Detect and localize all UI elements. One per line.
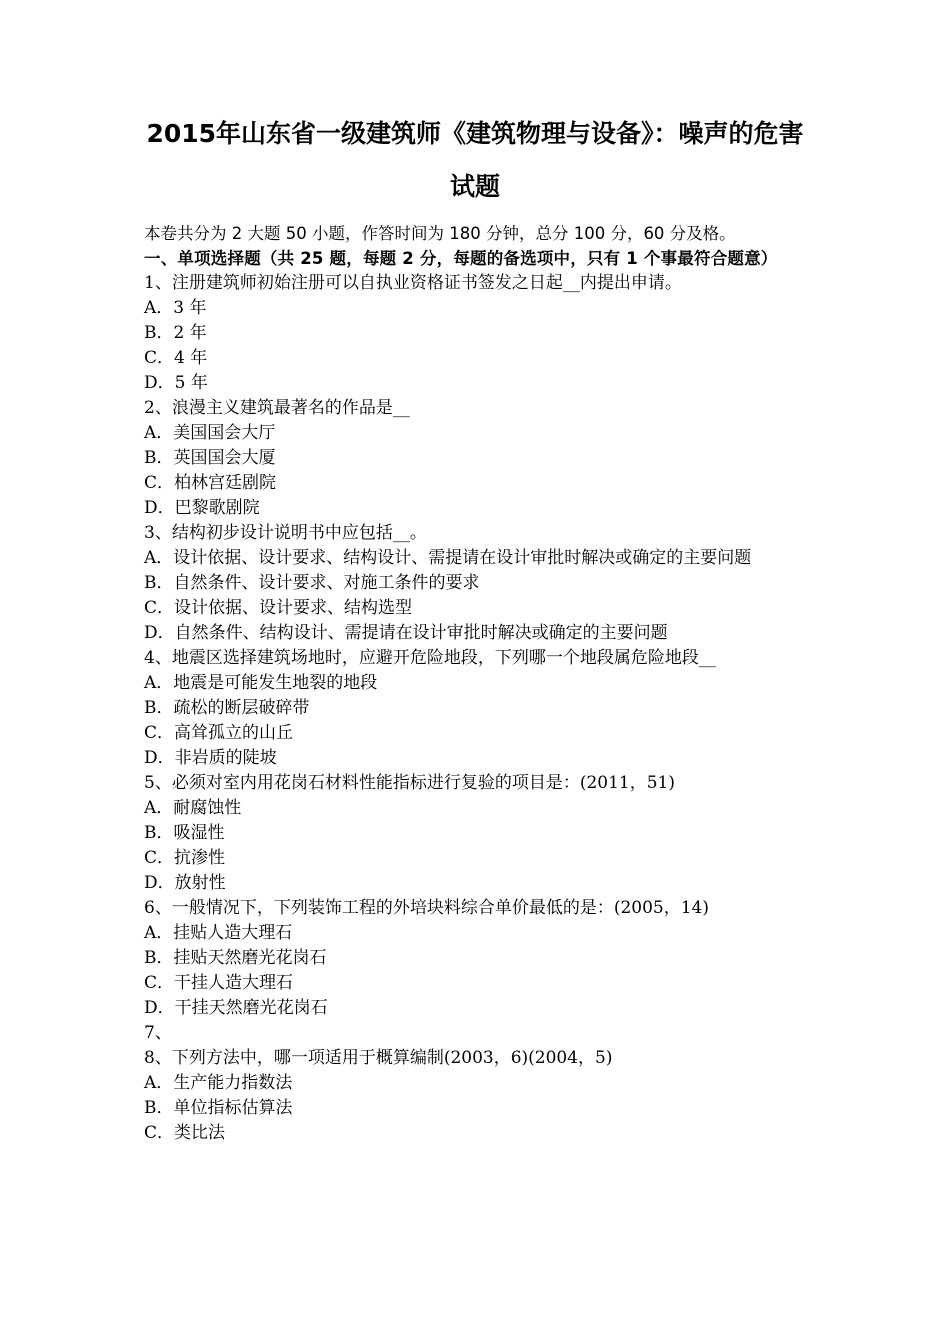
answer-option: A．美国国会大厅 <box>144 423 276 443</box>
question-stem: 5、必须对室内用花岗石材料性能指标进行复验的项目是：(2011，51) <box>144 773 675 793</box>
answer-option: A．3 年 <box>144 298 207 318</box>
answer-option: B．吸湿性 <box>144 823 225 843</box>
exam-intro: 本卷共分为 2 大题 50 小题，作答时间为 180 分钟，总分 100 分，60 分及格。 <box>144 224 736 243</box>
question-stem: 4、地震区选择建筑场地时，应避开危险地段，下列哪一个地段属危险地段__ <box>144 648 716 668</box>
answer-option: B．挂贴天然磨光花岗石 <box>144 948 327 968</box>
question-stem: 2、浪漫主义建筑最著名的作品是__ <box>144 398 410 418</box>
question-stem: 3、结构初步设计说明书中应包括__。 <box>144 523 427 543</box>
answer-option: C．高耸孤立的山丘 <box>144 723 294 743</box>
answer-option: C．抗渗性 <box>144 848 226 868</box>
answer-option: B．疏松的断层破碎带 <box>144 698 310 718</box>
question-list <box>144 271 812 1146</box>
section-heading: 一、单项选择题（共 25 题，每题 2 分，每题的备选项中，只有 1 个事最符合题意） <box>144 249 778 268</box>
document-title: 2015年山东省一级建筑师《建筑物理与设备》：噪声的危害 <box>146 119 804 148</box>
question-item <box>144 1046 812 1146</box>
answer-option: D．非岩质的陡坡 <box>144 748 277 768</box>
answer-option: A．地震是可能发生地裂的地段 <box>144 673 378 693</box>
question-stem: 8、下列方法中，哪一项适用于概算编制(2003，6)(2004，5) <box>144 1048 613 1068</box>
document-body <box>144 221 812 1146</box>
answer-option: C．设计依据、设计要求、结构选型 <box>144 598 413 618</box>
question-item <box>144 896 812 1021</box>
answer-option: C．柏林宫廷剧院 <box>144 473 277 493</box>
answer-option: D．巴黎歌剧院 <box>144 498 260 518</box>
question-item <box>144 1021 812 1046</box>
answer-option: A．设计依据、设计要求、结构设计、需提请在设计审批时解决或确定的主要问题 <box>144 548 752 568</box>
question-item <box>144 271 812 396</box>
answer-option: D．自然条件、结构设计、需提请在设计审批时解决或确定的主要问题 <box>144 623 668 643</box>
question-item <box>144 521 812 646</box>
question-item <box>144 396 812 521</box>
question-item <box>144 771 812 896</box>
question-stem: 1、注册建筑师初始注册可以自执业资格证书签发之日起__内提出申请。 <box>144 273 682 293</box>
document-title-continued: 试题 <box>449 172 500 201</box>
answer-option: B．英国国会大厦 <box>144 448 276 468</box>
question-item <box>144 646 812 771</box>
answer-option: B．单位指标估算法 <box>144 1098 293 1118</box>
answer-option: D．干挂天然磨光花岗石 <box>144 998 328 1018</box>
answer-option: C．4 年 <box>144 348 208 368</box>
answer-option: A．生产能力指数法 <box>144 1073 293 1093</box>
answer-option: C．类比法 <box>144 1123 226 1143</box>
answer-option: A．挂贴人造大理石 <box>144 923 293 943</box>
answer-option: A．耐腐蚀性 <box>144 798 242 818</box>
answer-option: D．放射性 <box>144 873 226 893</box>
answer-option: B．自然条件、设计要求、对施工条件的要求 <box>144 573 480 593</box>
question-stem: 7、 <box>144 1023 172 1043</box>
answer-option: D．5 年 <box>144 373 208 393</box>
question-stem: 6、一般情况下，下列装饰工程的外培块料综合单价最低的是：(2005，14) <box>144 898 709 918</box>
answer-option: B．2 年 <box>144 323 207 343</box>
answer-option: C．干挂人造大理石 <box>144 973 294 993</box>
